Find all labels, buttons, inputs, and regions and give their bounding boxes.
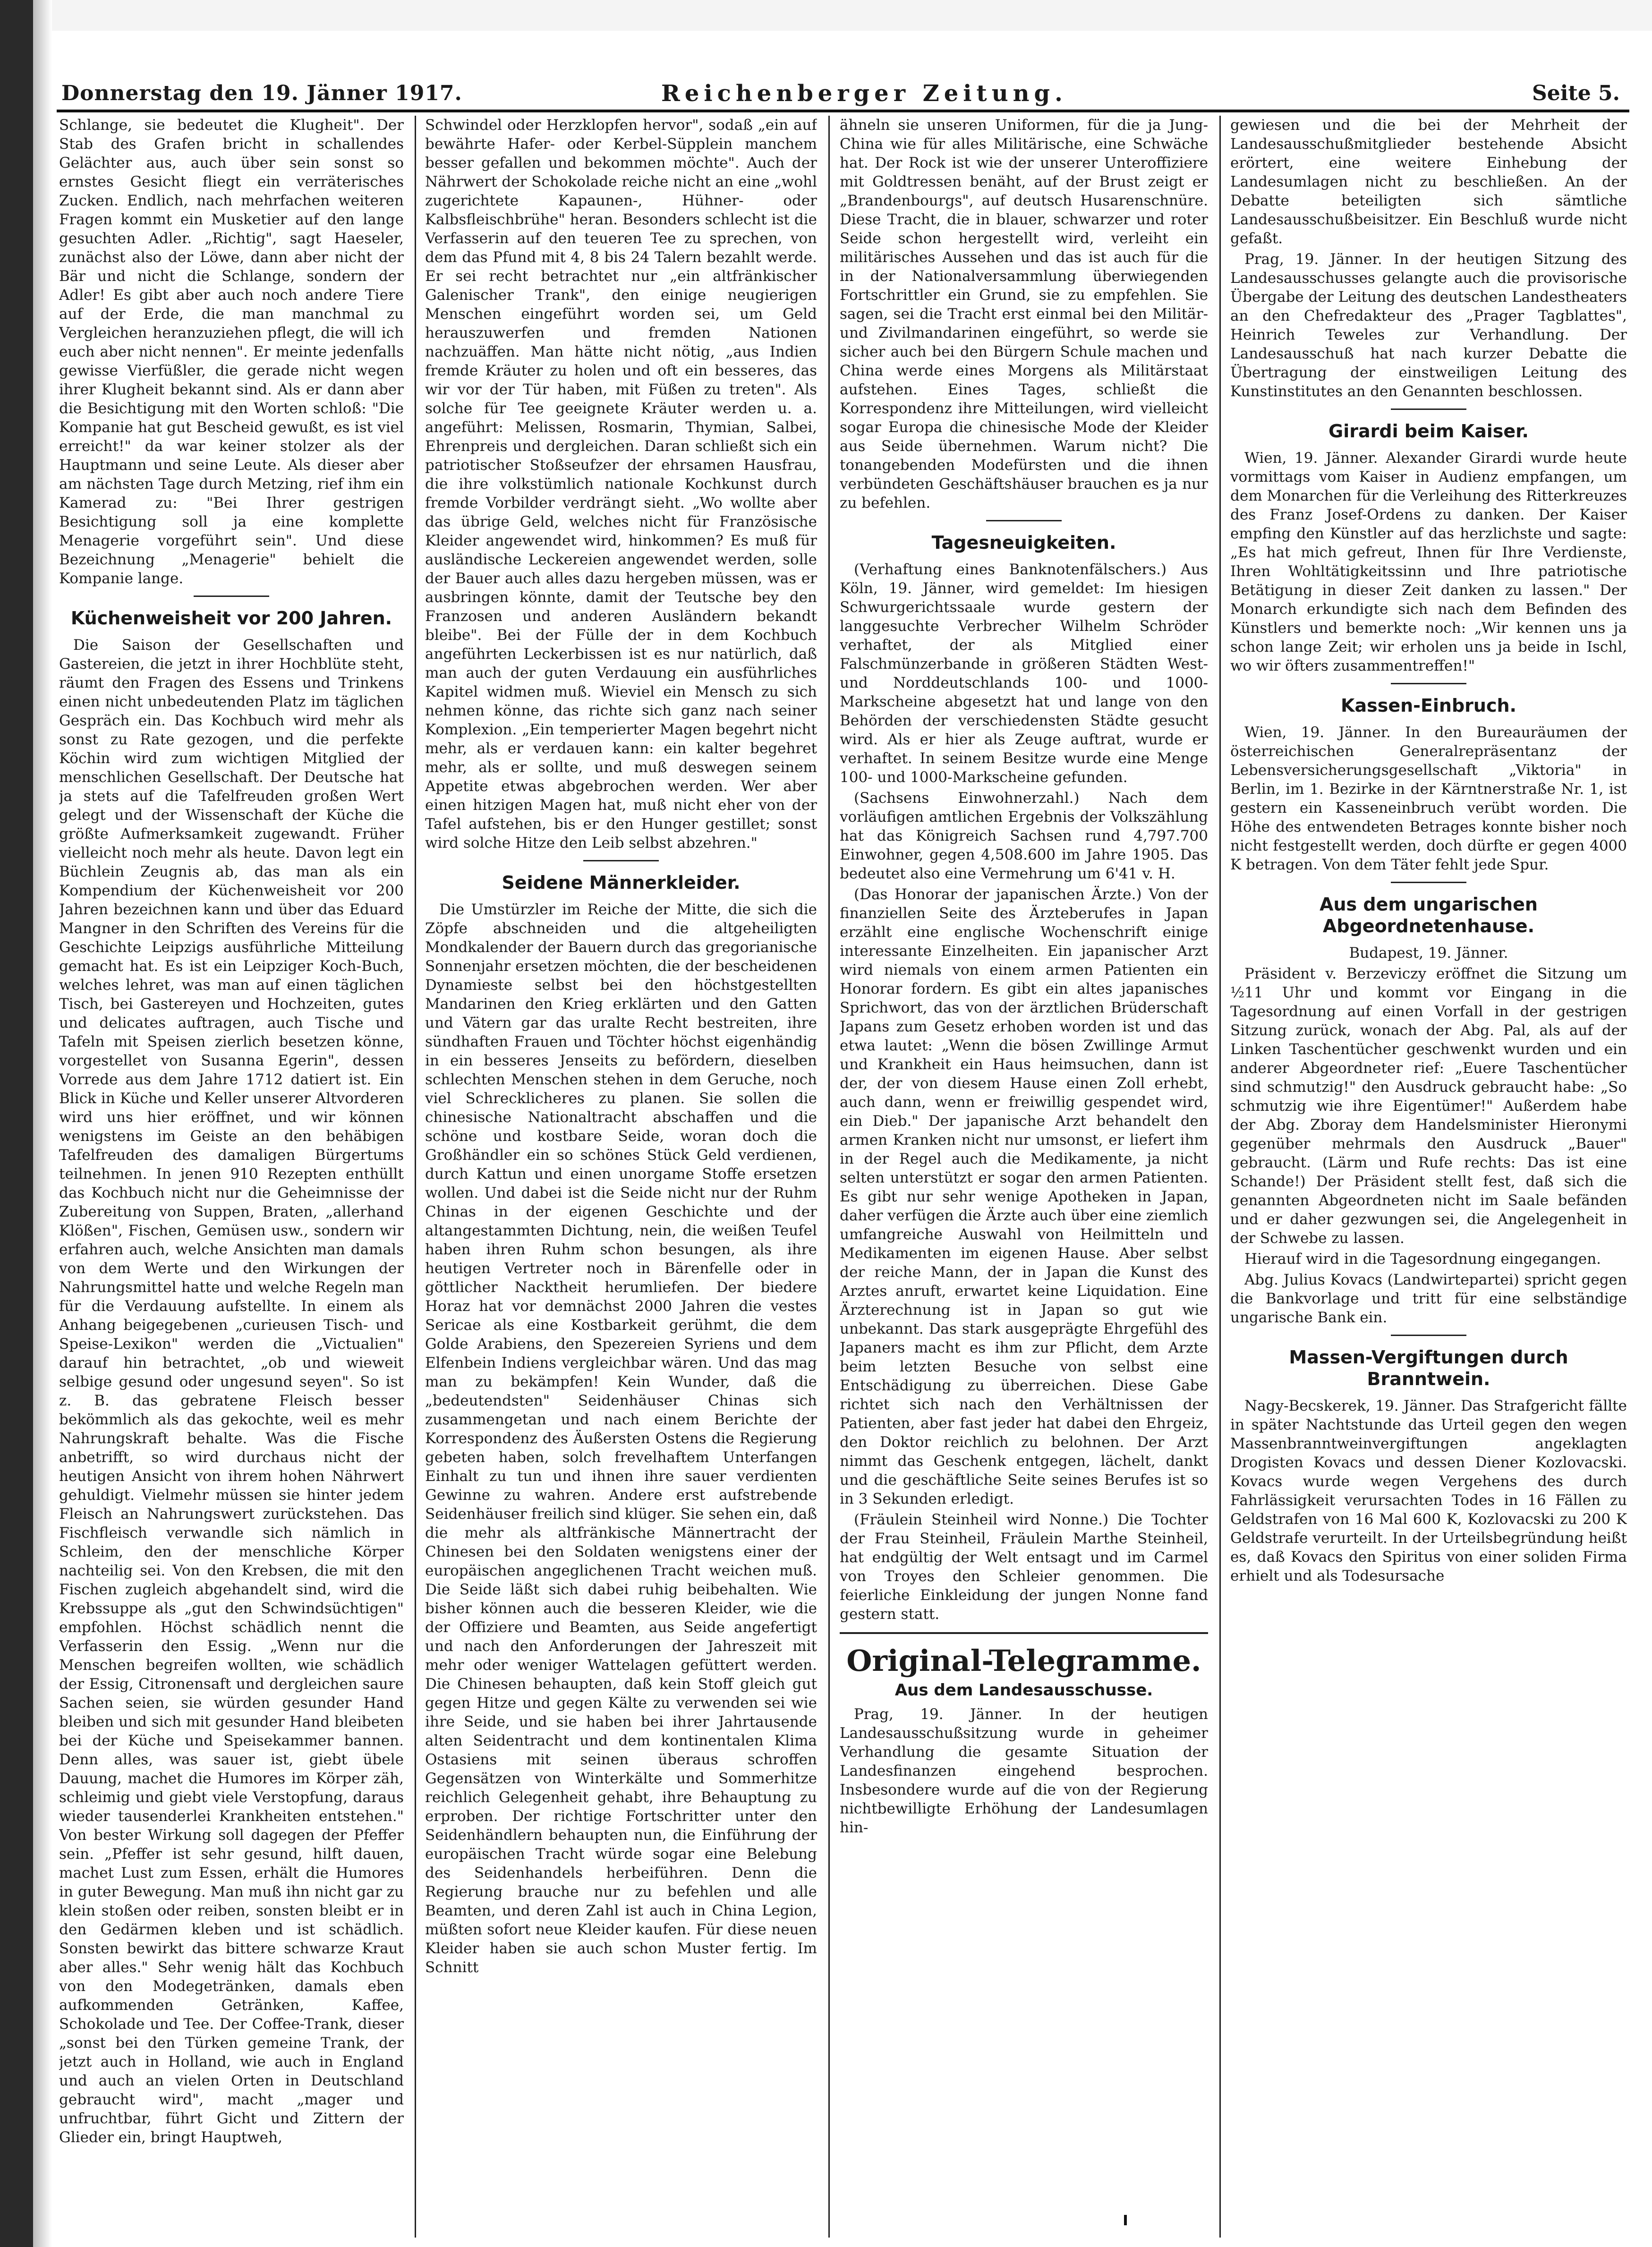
article-text: Schlange, sie bedeutet die Klugheit". Der Stab des Grafen bricht in schallendes Gelächter aus, auch über sein sonst so ernstes Gesicht fliegt ein verräterisches Zucken. Endlich, nach mehrfachen weiteren Fragen kommt ein Musketier auf den lange gesuchten Adler. „Richtig", sagt Haeseler, zunächst also der Löwe, dann aber nicht der Bär und nicht die Schlange, sondern der Adler! Es gibt aber auch noch andere Tiere auf der Erde, die man manchmal zu Vergleichen heranzuziehen pflegt, die will ich euch aber nicht nennen". Er meinte jedenfalls gewisse Vierfüßler, die gerade nicht wegen ihrer Klugheit bekannt sind. Als er dann aber die Besichtigung mit den Worten schloß: "Die Kompanie hat gut Bescheid gewußt, es ist viel erreicht!" da war keiner stolzer als der Hauptmann und seine Leute. Als dieser aber am nächsten Tage durch Metzing, rief ihm ein Kamerad zu: "Bei Ihrer gestrigen Besichtigung soll ja eine komplette Menagerie vorgeführt sein". Und diese Bezeichnung „Menagerie" behielt die Kompanie lange. (59, 117, 404, 587)
header-rule (57, 110, 1629, 112)
news-item: (Verhaftung eines Banknotenfälschers.) Aus Köln, 19. Jänner, wird gemeldet: Im hiesigen Schwurgerichtssaale wurde gestern der langgesuchte Verbrecher Wilhelm Schröder verhaftet, der als Mitglied einer Falschmünzerbande in größeren Städten West- und Norddeutschlands 100- und 1000-Markscheine abgesetzt hat und lange von den Behörden der verschiedensten Städte gesucht wird. Als er hier als Zeuge auftrat, wurde er verhaftet. In seinem Besitze wurde eine Menge 100- und 1000-Markscheine gefunden. (840, 561, 1208, 786)
article-heading: Girardi beim Kaiser. (1328, 421, 1529, 442)
column-divider (415, 116, 416, 2238)
scan-edge (0, 0, 33, 2247)
telegram-text: Abg. Julius Kovacs (Landwirtepartei) spricht gegen die Bankvorlage und tritt für eine selbständige ungarische Bank ein. (1230, 1271, 1627, 1326)
article-heading: Aus dem Landesausschusse. (894, 1681, 1153, 1700)
column-divider (1219, 116, 1221, 2238)
telegram-text: Präsident v. Berzeviczy eröffnet die Sitzung um ½11 Uhr und kommt vor Eingang in die Tagesordnung auf einen Vorfall in der gestrigen Sitzung zurück, wonach der Abg. Pal, als auf der Linken Taschentücher geschwenkt wurden und ein anderer Abgeordneter rief: „Euere Taschentücher sind schmutzig!" den Ausdruck gebraucht habe: „So schmutzig wie ihre Eigentümer!" Außerdem habe der Abg. Zboray dem Handelsminister Hieronymi gegenüber mehrmals den Ausdruck „Bauer" gebraucht. (Lärm und Rufe rechts: Das ist eine Schande!) Der Präsident stellt fest, daß sich die genannten Abgeordneten nicht im Saale befänden und er daher gezwungen sei, die Angelegenheit in der Schwebe zu lassen. (1230, 965, 1627, 1247)
header-date: Donnerstag den 19. Jänner 1917. (61, 81, 462, 105)
column-1 (59, 116, 404, 2238)
article-heading: Küchenweisheit vor 200 Jahren. (70, 608, 392, 629)
article-heading: Massen-Vergiftungen durch Branntwein. (1289, 1347, 1568, 1389)
section-heading-telegrams: Original-Telegramme. (846, 1643, 1201, 1678)
section-rule (840, 1632, 1208, 1634)
telegram-text: Hierauf wird in die Tagesordnung eingegangen. (1244, 1251, 1601, 1268)
article-text: Die Umstürzler im Reiche der Mitte, die sich die Zöpfe abschneiden und die altgeheiligten Mondkalender der Bauern durch das gregorianische Sonnenjahr ersetzen möchten, die der bescheidenen Dynamieste selbst bei den höchstgestellten Mandarinen den Krieg erklärten und den Gatten und Vätern gar das uralte Recht bestreiten, ihre sündhaften Frauen und Töchter höchst eigenhändig in ein besseres Jenseits zu befördern, dieselben schlechten Menschen stehen in dem Geruche, noch viel Schrecklicheres zu planen. Sie sollen die chinesische Nationaltracht abschaffen und die schöne und kostbare Seide, woran doch die Großhändler ein so schönes Stück Geld verdienen, durch Kattun und einen unorgame Stoffe ersetzen wollen. Und dabei ist die Seide nicht nur der Ruhm Chinas in der eigenen Geschichte und der altangestammten Dichtung, nein, die weißen Teufel haben ihren Ruhm schon besungen, als ihre heutigen Vertreter noch in Bärenfelle oder in göttlicher Nacktheit herumliefen. Der biedere Horaz hat vor demnächst 2000 Jahren die vestes Sericae als eine Kostbarkeit gerühmt, die dem Golde Arabiens, den Spezereien Syriens und dem Elfenbein Indiens vergleichbar wären. Und das mag man zu bekämpfen! Kein Wunder, daß die „bedeutendsten" Seidenhäuser Chinas sich zusammengetan und nach einem Berichte der Korrespondenz des Äußersten Ostens die Regierung gebeten haben, solch frevelhaftem Unterfangen Einhalt zu tun und ihnen ihre sauer verdienten Gewinne zu wahren. Andere erst aufstrebende Seidenhäuser freilich sind klüger. Sie sehen ein, daß die mehr als altfränkische Männertracht der Chinesen bei den Soldaten wenigstens einer der europäischen angeglichenen Tracht weichen muß. Die Seide läßt sich dabei ruhig beibehalten. Wie bisher können auch die besseren Kleider, wie die der Offiziere und Beamten, aus Seide angefertigt und nach den Anforderungen der Jahreszeit mit mehr oder weniger Wattelagen gefüttert werden. Die Chinesen behaupten, daß kein Stoff gleich gut gegen Hitze und gegen Kälte zu verwenden sei wie ihre Seide, und sie haben bei ihrer Jahrtausende alten Seidentracht und dem kontinentalen Klima Ostasiens mit seinen überaus schroffen Gegensätzen von Winterkälte und Sommerhitze reichlich Gelegenheit gehabt, ihre Behauptung zu erproben. Der richtige Fortschritter unter den Seidenhändlern behaupten nun, die Einführung der europäischen Tracht würde sogar eine Belebung des Seidenhandels herbeiführen. Denn die Regierung brauche nur zu befehlen und alle Beamten, und deren Zahl ist auch in China Legion, müßten sofort neue Kleider kaufen. Für diese neuen Kleider haben sie auch schon Muster fertig. Im Schnitt (425, 901, 817, 1976)
section-rule (1391, 409, 1466, 410)
telegram-text: gewiesen und die bei der Mehrheit der Landesausschußmitglieder bestehende Absicht erörtert, eine weitere Einhebung der Landesumlagen nicht zu beschließen. An der Debatte beteiligten sich sämtliche Landesausschußbeisitzer. Ein Beschluß wurde nicht gefaßt. (1230, 117, 1627, 247)
column-4 (1230, 116, 1627, 2238)
news-item: (Fräulein Steinheil wird Nonne.) Die Tochter der Frau Steinheil, Fräulein Marthe Steinheil, hat endgültig der Welt entsagt und im Carmel von Troyes den Schleier genommen. Die feierliche Einkleidung der jungen Nonne fand gestern statt. (840, 1511, 1208, 1623)
article-text: ähneln sie unseren Uniformen, für die ja Jung-China wie für alles Militärische, eine Schwäche hat. Der Rock ist wie der unserer Unteroffiziere mit Goldtressen benäht, auf der Brust zeigt er „Brandenbourgs", auf deutsch Husarenschnüre. Diese Tracht, die in blauer, schwarzer und roter Seide schon hergestellt wird, verleiht ein militärisches Aussehen und das ist auch für die in der Nationalversammlung überwiegenden Fortschrittler ein Grund, sie zu empfehlen. Sie sagen, sei die Tracht erst einmal bei den Militär- und Zivilmandarinen eingeführt, so werde sie sicher auch bei den Bürgern Schule machen und China werde eines Morgens als Militärstaat aufstehen. Eines Tages, schließt die Korrespondenz ihre Mitteilungen, wird vielleicht sogar Europa die chinesische Mode der Kleider aus Seide übernehmen. Warum nicht? Die tonangebenden Modefürsten und die ihnen verbündeten Geschäftshäuser brauchen es ja nur zu befehlen. (840, 117, 1208, 511)
dateline: Budapest, 19. Jänner. (1349, 945, 1508, 962)
section-rule (986, 520, 1062, 521)
telegram-text: Prag, 19. Jänner. In der heutigen Sitzung des Landesausschusses gelangte auch die provisorische Übergabe der Leitung des deutschen Landestheaters an den Chefredakteur des „Prager Tagblattes", Heinrich Teweles zur Verhandlung. Der Landesausschuß hat nach kurzer Debatte die Übertragung der einstweiligen Leitung des Kunstinstitutes an den Genannten beschlossen. (1230, 251, 1627, 400)
section-rule (1391, 1335, 1466, 1336)
telegram-text: Wien, 19. Jänner. Alexander Girardi wurde heute vormittags vom Kaiser in Audienz empfangen, um dem Monarchen für die Verleihung des Ritterkreuzes des Franz Josef-Ordens zu danken. Der Kaiser empfing den Künstler auf das herzlichste und sagte: „Es hat mich gefreut, Ihnen für Ihre Verdienste, Ihren Wohltätigkeitssinn und Ihre patriotische Betätigung in dieser Zeit danken zu lassen." Der Monarch erkundigte sich nach dem Befinden des Künstlers und bemerkte noch: „Wir kennen uns ja schon lange Zeit; wir erholen uns ja beide in Ischl, wo wir öfters zusammentreffen!" (1230, 450, 1627, 674)
section-rule (1391, 683, 1466, 684)
section-rule (194, 596, 269, 597)
news-item: (Sachsens Einwohnerzahl.) Nach dem vorläufigen amtlichen Ergebnis der Volkszählung hat das Königreich Sachsen rund 4,797.700 Einwohner, gegen 4,508.600 im Jahre 1905. Das bedeutet also eine Vermehrung um 6'41 v. H. (840, 790, 1208, 882)
news-item: (Das Honorar der japanischen Ärzte.) Von der finanziellen Seite des Ärzteberufes in Japan erzählt eine englische Wochenschrift einige interessante Einzelheiten. Ein japanischer Arzt wird niemals von einem armen Patienten ein Honorar fordern. Es gibt ein altes japanisches Sprichwort, das von der ärztlichen Brüderschaft Japans zum Gesetz erhoben worden ist und das etwa lautet: „Wenn die bösen Zwillinge Armut und Krankheit ein Haus heimsuchen, dann ist der, der von diesem Hause einen Zoll erhebt, auch dann, wenn er freiwillig gespendet wird, ein Dieb." Der japanische Arzt behandelt den armen Kranken nicht nur umsonst, er liefert ihm in der Regel auch die Medikamente, ja nicht selten unterstützt er sogar den armen Patienten. Es gibt nur sehr wenige Apotheken in Japan, daher verfügen die Ärzte auch über eine ziemlich umfangreiche Auswahl von Heilmitteln und Medikamenten im eigenen Hause. Aber selbst der reiche Mann, der in Japan die Kunst des Arztes anruft, erwartet keine Liquidation. Eine Ärzterechnung ist in Japan so gut wie unbekannt. Das stark ausgeprägte Ehrgefühl des Japaners macht es ihm zur Pflicht, dem Arzte beim letzten Besuche von selbst eine Entschädigung zu überreichen. Diese Gabe richtet sich nach den Verhältnissen der Patienten, aber fast jeder hat dabei den Ehrgeiz, den Doktor reichlich zu belohnen. Der Arzt nimmt das Geschenk entgegen, lächelt, dankt und die geschäftliche Seite seines Berufes ist so in 3 Sekunden erledigt. (840, 886, 1208, 1507)
newspaper-title: Reichenberger Zeitung. (661, 80, 1067, 107)
telegram-text: Prag, 19. Jänner. In der heutigen Landesausschußsitzung wurde in geheimer Verhandlung die gesamte Situation der Landesfinanzen eingehend besprochen. Insbesondere wurde auf die von der Regierung nichtbewilligte Erhöhung der Landesumlagen hin- (840, 1706, 1208, 1836)
section-heading: Tagesneuigkeiten. (931, 532, 1116, 553)
telegram-text: Wien, 19. Jänner. In den Bureauräumen der österreichischen Generalrepräsentanz der Lebensversicherungsgesellschaft „Viktoria" in Berlin, im 1. Bezirke in der Kärntnerstraße Nr. 1, ist gestern ein Kasseneinbruch verübt worden. Die Höhe des entwendeten Betrages konnte bisher noch nicht festgestellt werden, doch dürfte er gegen 4000 K betragen. Von dem Täter fehlt jede Spur. (1230, 724, 1627, 873)
article-text: Die Saison der Gesellschaften und Gastereien, die jetzt in ihrer Hochblüte steht, räumt den Fragen des Essens und Trinkens einen nicht unbedeutenden Platz im täglichen Gespräch ein. Das Kochbuch wird mehr als sonst zu Rate gezogen, und die perfekte Köchin wird zum wichtigen Mitglied der menschlichen Gesellschaft. Der Deutsche hat ja stets auf die Tafelfreuden großen Wert gelegt und der Wissenschaft der Küche die größte Aufmerksamkeit zugewandt. Früher vielleicht noch mehr als heute. Davon legt ein Büchlein Zeugnis ab, das man als ein Kompendium der Küchenweisheit vor 200 Jahren bezeichnen kann und über das Eduard Mangner in den Schriften des Vereins für die Geschichte Leipzigs ausführliche Mitteilung gemacht hat. Es ist ein Leipziger Koch-Buch, welches lehret, was man auf einen täglichen Tisch, bei Gastereyen und Hochzeiten, gutes und delicates auftragen, auch Tische und Tafeln mit Speisen zierlich besetzen könne, vorgestellet von Susanna Egerin", dessen Vorrede aus dem Jahre 1712 datiert ist. Ein Blick in Küche und Keller unserer Altvorderen wird uns hier eröffnet, und wir können wenigstens im Geiste an den behäbigen Tafelfreuden des damaligen Bürgertums teilnehmen. In jenen 910 Rezepten enthüllt das Kochbuch nicht nur die Geheimnisse der Zubereitung von Suppen, Braten, „allerhand Klößen", Fischen, Gemüsen usw., sondern wir erfahren auch, welche Ansichten man damals von dem Werte und den Wirkungen der Nahrungsmittel hatte und welche Regeln man für die Verdauung aufstellte. In einem als Anhang beigegebenen „curieusen Tisch- und Speise-Lexikon" werden die „Victualien" darauf hin betrachtet, „ob und wieweit selbige gesund oder ungesund seyen". So ist z. B. das gebratene Fleisch besser bekömmlich als das gekochte, weil es mehr Nahrungskraft behalte. Was die Fische anbetrifft, so wird durchaus nicht der heutigen Ansicht von ihrem hohen Nährwert gehuldigt. Vielmehr müssen sie hinter jedem Fleisch an Nahrungswert zurückstehen. Das Fischfleisch verwandle sich nämlich in Schleim, den der menschliche Körper nachteilig sei. Von den Krebsen, die mit den Fischen zugleich abgehandelt sind, wird die Krebssuppe als „gut den Schwindsüchtigen" empfohlen. Höchst schädlich nennt die Verfasserin den Essig. „Wenn nur die Menschen begreifen wollten, wie schädlich der Essig, Citronensaft und dergleichen saure Sachen seien, sie würden gesunder Hand bleiben und sich mit gesunder Hand bleibeten bei der Küche und Speisekammer bannen. Denn alles, was sauer ist, giebt übele Dauung, machet die Humores im Körper zäh, schleimig und giebt viele Verstopfung, daraus wieder tausenderlei Krankheiten entstehen." Von bester Wirkung soll dagegen der Pfeffer sein. „Pfeffer ist sehr gesund, hilft dauen, machet Lust zum Essen, erhält die Humores in guter Bewegung. Man muß ihn nicht gar zu klein stoßen oder reiben, sonsten bleibt er in den Gedärmen kleben und ist schädlich. Sonsten bewirkt das bittere schwarze Kraut aber alles." Sehr wenig hält das Kochbuch von den Modegetränken, damals eben aufkommenden Getränken, Kaffee, Schokolade und Tee. Der Coffee-Trank, dieser „sonst bei den Türken gemeine Trank, der jetzt auch in Holland, wie auch in England und auch an vielen Orten in Deutschland gebraucht wird", macht „mager und unfruchtbar, führt Gicht und Zittern der Glieder ein, bringt Hauptweh, (59, 637, 404, 2146)
telegram-text: Nagy-Becskerek, 19. Jänner. Das Strafgericht fällte in später Nachtstunde das Urteil gegen den wegen Massenbranntweinvergiftungen angeklagten Drogisten Kovacs und dessen Diener Kozlovacski. Kovacs wurde wegen Vergehens des durch Fahrlässigkeit verursachten Todes in 16 Fällen zu Geldstrafen von 16 Mal 600 K, Kozlovacski zu 200 K Geldstrafe verurteilt. In der Urteilsbegründung heißt es, daß Kovacs den Spiritus von einer soliden Firma erhielt und als Todesursache (1230, 1397, 1627, 1584)
print-mark (1124, 2215, 1127, 2225)
page-header (57, 76, 1629, 109)
section-rule (583, 860, 659, 861)
section-rule (1391, 882, 1466, 883)
column-3 (840, 116, 1208, 2238)
column-divider (828, 116, 830, 2238)
article-heading: Kassen-Einbruch. (1341, 695, 1516, 716)
page-top-margin (52, 0, 1652, 31)
article-text: Schwindel oder Herzklopfen hervor", sodaß „ein auf bewährte Hafer- oder Kerbel-Süpplein manchem besser gefallen und bekommen möchte". Auch der Nährwert der Schokolade reiche nicht an eine „wohl zugerichtete Kapaunen-, Hühner- oder Kalbsfleischbrühe" heran. Besonders schlecht ist die Verfasserin auf den teueren Tee zu sprechen, von dem das Pfund mit 4, 8 bis 24 Talern bezahlt werde. Er sei recht betrachtet nur „ein altfränkischer Galenischer Trank", den einige neugierigen Menschen eingeführt worden sei, um Geld herauszuwerfen und fremden Nationen nachzuäffen. Man hätte nicht nötig, „aus Indien fremde Kräuter zu holen und oft ein besseres, das wir vor der Tür haben, mit Füßen zu treten". Als solche für Tee geeignete Kräuter werden u. a. angeführt: Melissen, Rosmarin, Thymian, Salbei, Ehrenpreis und dergleichen. Daran schließt sich ein patriotischer Stoßseufzer der ehrsamen Hausfrau, die ihre volkstümlich nationale Kochkunst durch fremde Vorbilder verdrängt sieht. „Wo wollte aber das übrige Geld, welches nicht für Französische Kleider angewendet wird, hinkommen? Es muß für ausländische Leckereien angewendet werden, solle der Bauer auch alles dazu hergeben müssen, was er ausbringen könnte, damit der Teutsche bey den Franzosen und anderen Ausländern bekandt bleibe". Bei der Fülle der in dem Kochbuch angeführten Leckerbissen ist es nur natürlich, daß man auch der guten Verdauung ein ausführliches Kapitel widmen muß. Wieviel ein Mensch zu sich nehmen könne, das richte sich ganz nach seiner Komplexion. „Ein temperierter Magen begehrt nicht mehr, als er verdauen kann: ein kalter begehret mehr, als er sollte, und muß deswegen seinem Appetite etwas abgebrochen werden. Wer aber einen hitzigen Magen hat, muß nicht eher von der Tafel aufstehen, bis er den Hunger gestillet; sonst wird solche Hitze den Leib selbst abzehren." (425, 117, 817, 851)
column-2 (425, 116, 817, 2238)
scan-edge-shadow (33, 0, 52, 2247)
article-heading: Aus dem ungarischen Abgeordnetenhause. (1320, 894, 1538, 936)
page-number: Seite 5. (1532, 81, 1620, 105)
article-heading: Seidene Männerkleider. (502, 872, 741, 893)
